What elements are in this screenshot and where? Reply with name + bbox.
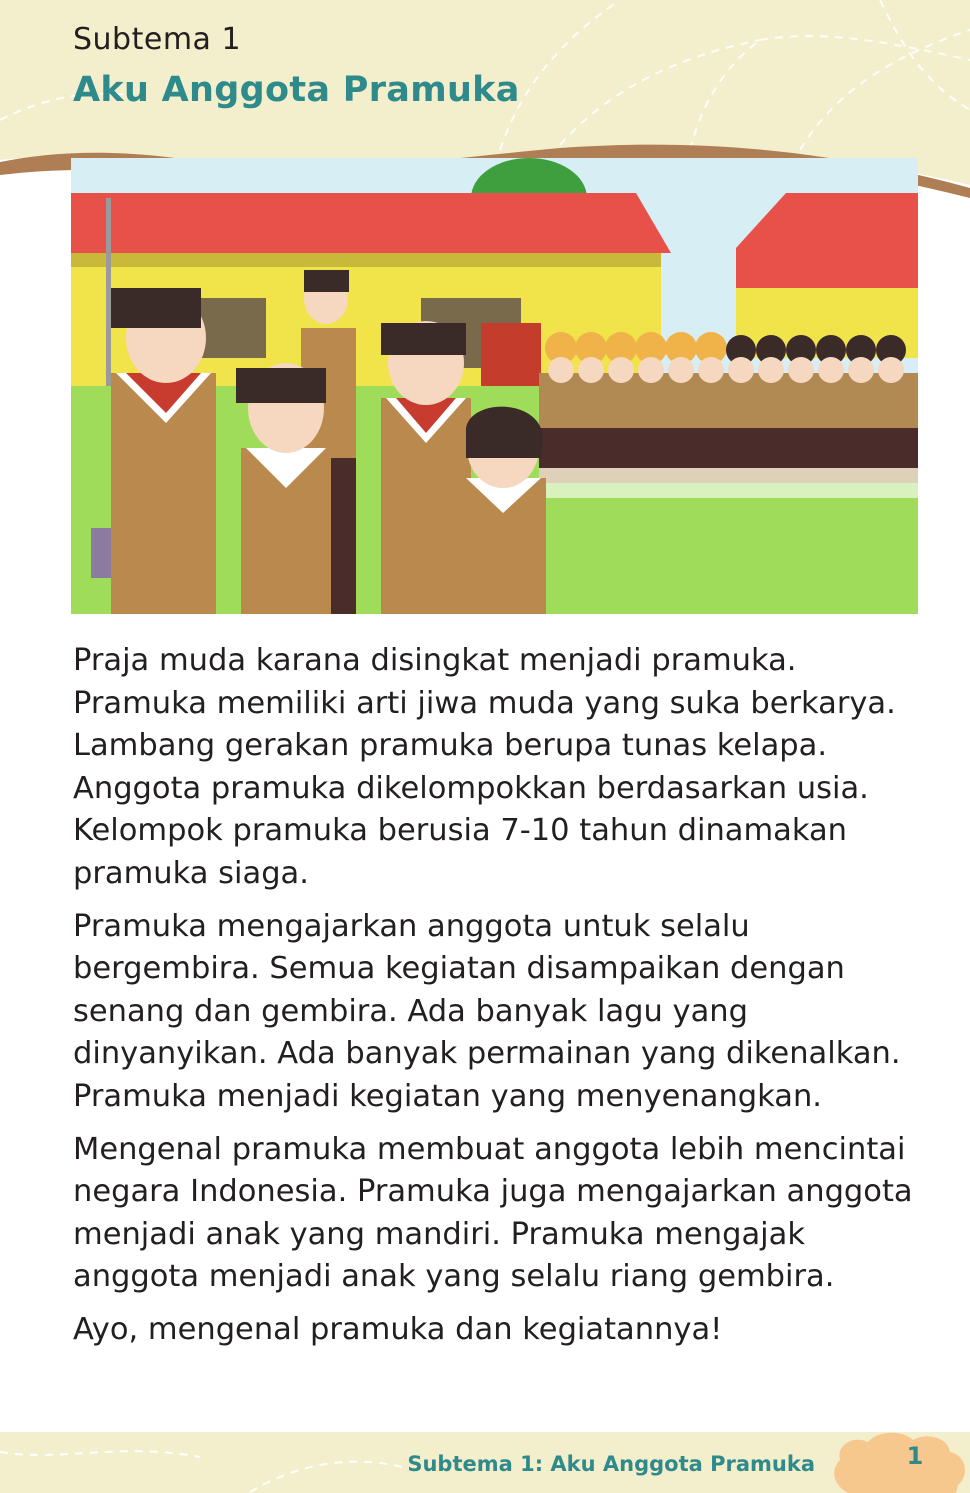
page-number: 1 (906, 1442, 924, 1470)
page-number-badge (828, 1430, 970, 1493)
paragraph-3: Mengenal pramuka membuat anggota lebih mencintai negara Indonesia. Pramuka juga mengajarkan anggota menjadi anak yang mandiri. Pramuka mengajak anggota menjadi anak yang selalu riang gembira. (73, 1131, 913, 1295)
paragraph-2: Pramuka mengajarkan anggota untuk selalu bergembira. Semua kegiatan disampaikan dengan senang dan gembira. Ada banyak lagu yang dinyanyikan. Ada banyak permainan yang dikenalkan. Pramuka menjadi kegiatan yang menyenangkan. (73, 908, 901, 1114)
page-footer (0, 1432, 970, 1493)
subtheme-label: Subtema 1 (73, 22, 242, 57)
page-title: Aku Anggota Pramuka (73, 70, 520, 110)
body-text (73, 640, 933, 1362)
running-title: Subtema 1: Aku Anggota Pramuka (407, 1452, 815, 1476)
paragraph-4: Ayo, mengenal pramuka dan kegiatannya! (73, 1311, 723, 1347)
paragraph-1: Praja muda karana disingkat menjadi pramuka. Pramuka memiliki arti jiwa muda yang suka berkarya. Lambang gerakan pramuka berupa tunas kelapa. Anggota pramuka dikelompokkan berdasarkan usia. Kelompok pramuka berusia 7-10 tahun dinamakan pramuka siaga. (73, 643, 896, 891)
scout-assembly-illustration (71, 158, 918, 614)
